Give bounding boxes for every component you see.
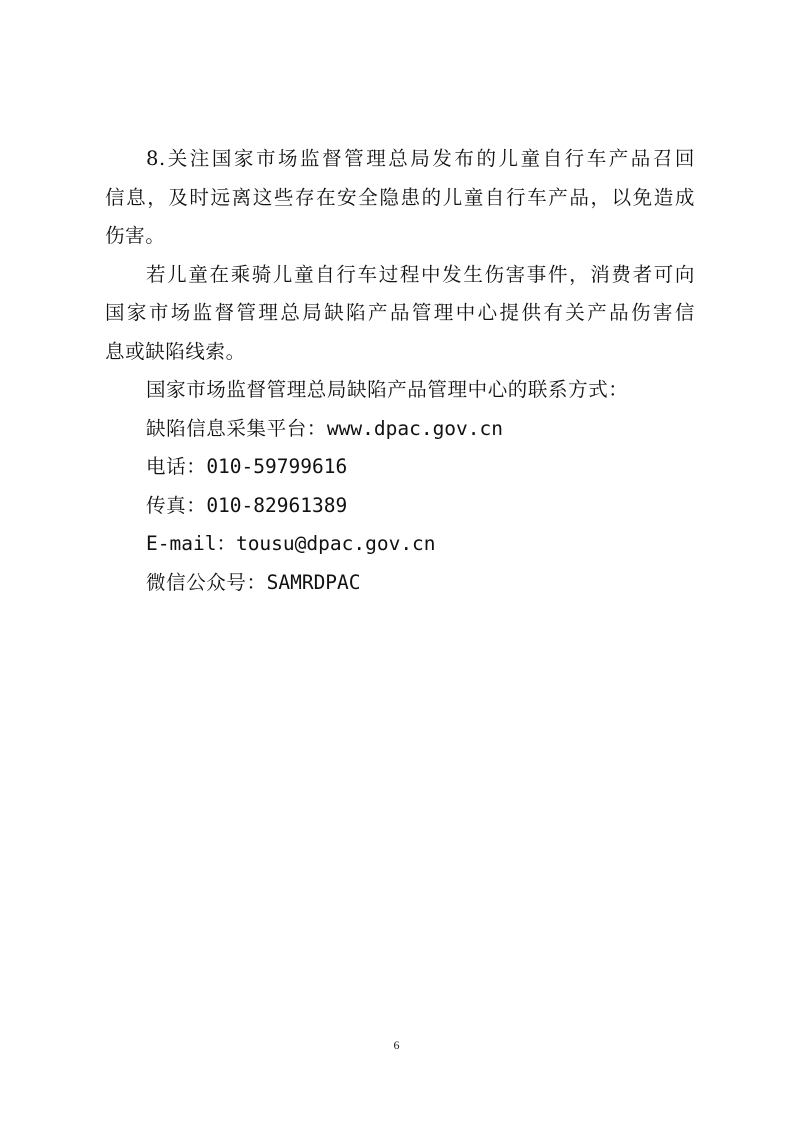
contact-phone: [105, 448, 695, 487]
contact-wechat-account: SAMRDPAC: [266, 570, 361, 594]
contact-email-address: tousu@dpac.gov.cn: [235, 532, 436, 555]
page-number: 6: [393, 1038, 400, 1052]
contact-section: [105, 371, 695, 602]
contact-phone-number: 010-59799616: [206, 455, 348, 478]
paragraph-item-8: [105, 140, 695, 256]
paragraph-line: 国家市场监督管理总局缺陷产品管理中心提供有关产品伤害信: [105, 301, 695, 324]
paragraph-line: 信息，及时远离这些存在安全隐患的儿童自行车产品，以免造成: [105, 185, 695, 209]
contact-email-label: E-mail：: [146, 532, 236, 555]
paragraph-injury-report: [105, 256, 695, 372]
contact-email: [105, 525, 695, 564]
contact-wechat: [105, 564, 695, 603]
contact-fax: [105, 487, 695, 526]
contact-phone-label: 电话：: [146, 455, 207, 478]
contact-platform-label: 缺陷信息采集平台：: [146, 416, 327, 440]
document-body: [105, 140, 695, 602]
paragraph-line: 息或缺陷线索。: [105, 339, 246, 363]
paragraph-line: 伤害。: [105, 224, 166, 247]
contact-platform: [105, 410, 695, 449]
contact-fax-label: 传真：: [146, 493, 207, 517]
paragraph-line: 8.关注国家市场监督管理总局发布的儿童自行车产品召回: [146, 147, 695, 170]
contact-wechat-label: 微信公众号：: [146, 570, 267, 594]
paragraph-line: 若儿童在乘骑儿童自行车过程中发生伤害事件，消费者可向: [146, 262, 695, 286]
contact-platform-url: www.dpac.gov.cn: [326, 416, 504, 440]
contact-fax-number: 010-82961389: [206, 493, 348, 517]
contact-heading: 国家市场监督管理总局缺陷产品管理中心的联系方式：: [146, 378, 629, 401]
